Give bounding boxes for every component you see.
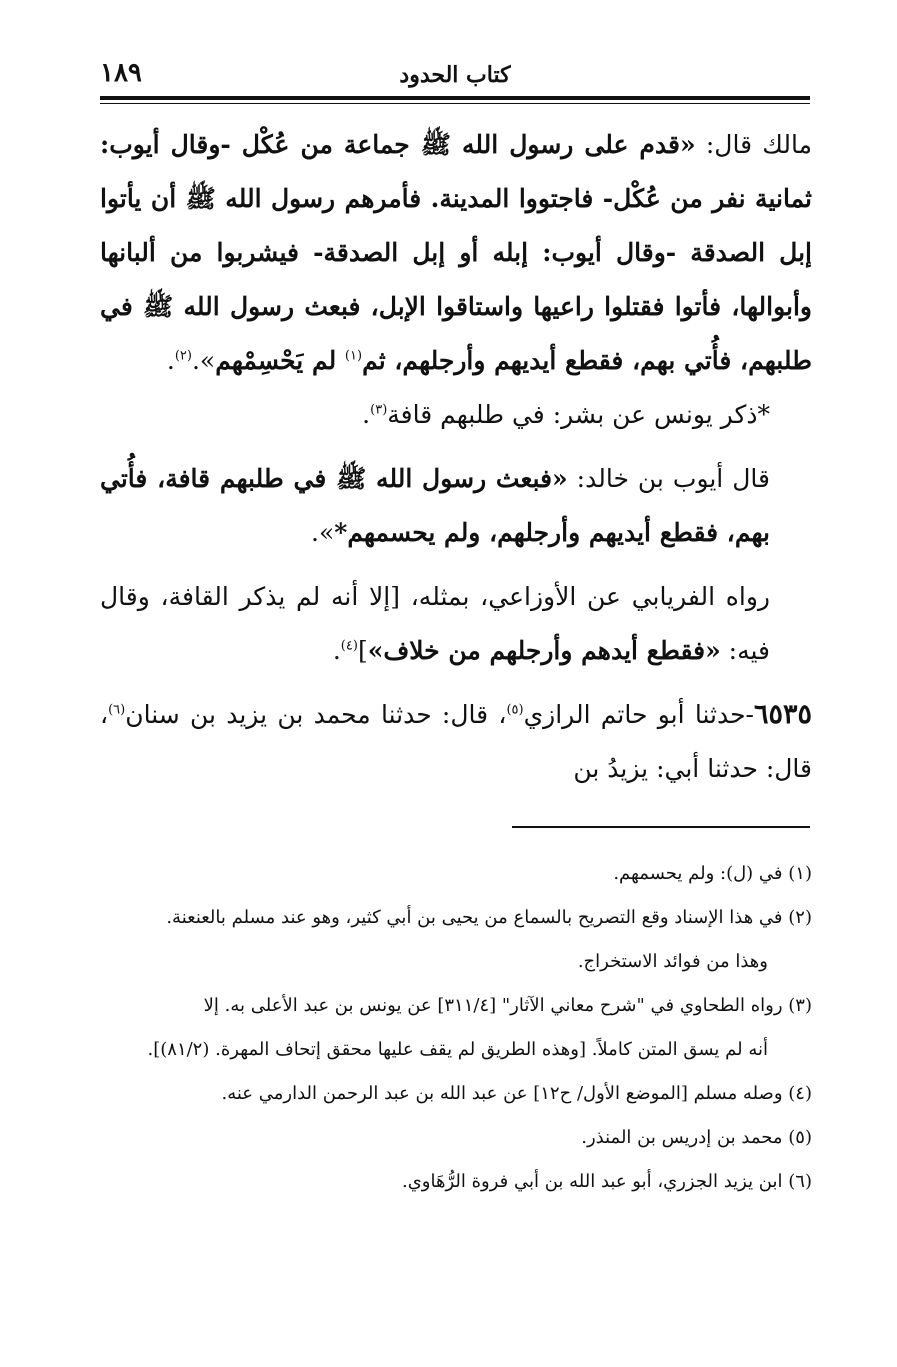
footnote-ref: (٤) <box>340 638 358 654</box>
footnote-continuation: وهذا من فوائد الاستخراج. <box>577 951 768 972</box>
paragraph-3 <box>100 452 812 560</box>
paragraph-5 <box>100 688 812 796</box>
footnote <box>100 984 812 1028</box>
text: مالك قال: <box>695 130 812 159</box>
paragraph-1: مالك قال: «قدم على رسول الله ﷺ جماعة من عُكْل -وقال أيوب: ثمانية نفر من عُكْل- فاجتووا المدينة. فأمرهم رسول الله ﷺ أن يأتوا إبل الصدقة -وقال أيوب: إبله أو إبل الصدقة- فيشربوا من ألبانها وأبوالها، فأتوا فقتلوا راعيها واستاقوا الإبل، فبعث رسول الله ﷺ في طلبهم، فأُتي بهم، فقطع أيديهم وأرجلهم، ثم$^{(١)}$ لم يَحْسِمْهم».$^{(٢)}$. <box>100 130 812 375</box>
text: -حدثنا أبو حاتم الرازي <box>523 700 754 729</box>
footnote-separator <box>512 826 810 828</box>
hadith-text: «فقطع أيدهم وأرجلهم من خلاف» <box>367 636 721 665</box>
text: ، قال: حدثنا محمد بن يزيد بن سنان <box>125 700 507 729</box>
footnote-continuation: أنه لم يسق المتن كاملاً. [وهذه الطريق لم يقف عليها محقق إتحاف المهرة. (٨١/٢)]. <box>147 1039 768 1060</box>
text: . <box>362 400 371 429</box>
header-rule-thin <box>100 103 810 104</box>
hadith-text: لم يَحْسِمْهم <box>215 346 345 375</box>
hadith-text: «قدم على رسول الله ﷺ جماعة من عُكْل -وقال أيوب: ثمانية نفر من عُكْل- فاجتووا المدينة. فأمرهم رسول الله ﷺ أن يأتوا إبل الصدقة -وقال أيوب: إبله أو إبل الصدقة- فيشربوا من ألبانها وأبوالها، فأتوا فقتلوا راعيها واستاقوا الإبل، فبعث رسول الله ﷺ في طلبهم، فأُتي بهم، فقطع أيديهم وأرجلهم، ثم <box>100 130 812 375</box>
footnote-number: (١) <box>788 863 812 884</box>
text: رواه الفريابي عن الأوزاعي، بمثله، [إلا أنه لم يذكر القافة، وقال فيه: <box>100 582 770 665</box>
footnote-text: ابن يزيد الجزري، أبو عبد الله بن أبي فروة الرُّهَاوي. <box>401 1171 783 1192</box>
hadith-text: «فبعث رسول الله ﷺ في طلبهم قافة، فأُتي بهم، فقطع أيديهم وأرجلهم، ولم يحسمهم* <box>100 464 770 547</box>
footnote <box>100 1072 812 1116</box>
text: ». <box>191 346 216 375</box>
paragraph-2 <box>100 388 812 442</box>
footnote-ref: (٣) <box>370 402 388 418</box>
page-number: ١٨٩ <box>100 58 142 88</box>
main-text <box>100 118 812 796</box>
footnote <box>100 852 812 896</box>
footnote-number: (٥) <box>788 1127 812 1148</box>
footnote-number: (٣) <box>788 995 812 1016</box>
footnote-text: في (ل): ولم يحسمهم. <box>613 863 783 884</box>
footnote-number: (٤) <box>788 1083 812 1104</box>
footnotes <box>100 852 812 1204</box>
footnote-text: وصله مسلم [الموضع الأول/ ح١٢] عن عبد الله بن عبد الرحمن الدارمي عنه. <box>221 1083 783 1104</box>
footnote <box>100 1160 812 1204</box>
footnote-text: محمد بن إدريس بن المنذر. <box>581 1127 783 1148</box>
footnote <box>100 1116 812 1160</box>
header-rule <box>100 96 810 100</box>
text: ] <box>357 636 368 665</box>
text: قال أيوب بن خالد: <box>567 464 770 493</box>
footnote-ref: (٥) <box>506 702 524 718</box>
hadith-number: ٦٥٣٥ <box>753 699 812 730</box>
page-header <box>100 58 810 94</box>
text: *ذكر يونس عن بشر: في طلبهم قافة <box>387 400 770 429</box>
text: . <box>332 636 341 665</box>
footnote-ref: (٢) <box>174 348 192 364</box>
footnote-ref: (١) <box>344 348 363 364</box>
text: ». <box>311 518 335 547</box>
running-title: كتاب الحدود <box>399 62 511 88</box>
paragraph-4 <box>100 570 812 678</box>
footnote-text: في هذا الإسناد وقع التصريح بالسماع من يحيى بن أبي كثير، وهو عند مسلم بالعنعنة. <box>166 907 783 928</box>
footnote-number: (٦) <box>788 1171 812 1192</box>
footnote-text: رواه الطحاوي في "شرح معاني الآثار" [٣١١/٤] عن يونس بن عبد الأعلى به. إلا <box>203 995 783 1016</box>
footnote-ref: (٦) <box>108 702 126 718</box>
text: ، قال: حدثنا أبي: يزيدُ بن <box>100 700 812 783</box>
footnote <box>100 896 812 940</box>
footnote-number: (٢) <box>788 907 812 928</box>
